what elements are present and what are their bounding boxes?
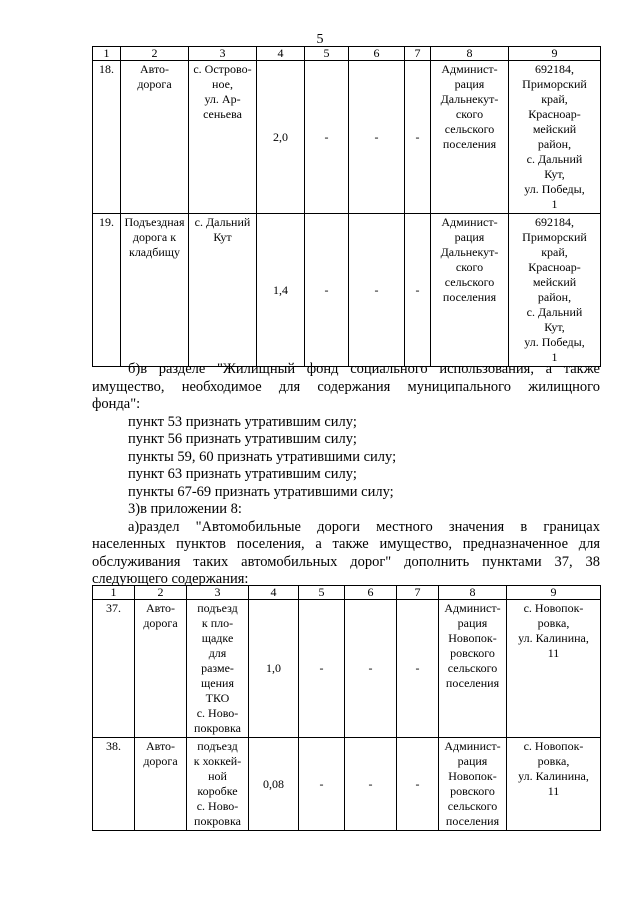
cell-col7: -	[405, 214, 431, 367]
cell-text-line: кладбищу	[128, 245, 181, 259]
cell-text-line: 1	[551, 350, 558, 364]
cell-text-line: ной	[208, 769, 227, 783]
amendment-text	[92, 361, 600, 589]
cell-text-line: подъезд	[197, 601, 238, 615]
cell-text-line: Подъездная	[124, 215, 185, 229]
cell-text-line: мейский	[532, 122, 577, 136]
cell-text-line: дорога к	[132, 230, 177, 244]
cell-col6: -	[349, 214, 405, 367]
cell-text-line: с. Новопок-	[523, 739, 584, 753]
cell-text-line: Приморский	[522, 77, 587, 91]
cell-row-number: 19.	[93, 214, 121, 367]
column-number: 3	[189, 47, 257, 61]
cell-object-name	[135, 738, 187, 831]
cell-text-line: Админист-	[444, 739, 501, 753]
cell-text-line: ул. Ар-	[204, 92, 241, 106]
cell-text-line: ТКО	[205, 691, 230, 705]
list-item: пункт 63 признать утратившим силу;	[128, 466, 357, 482]
list-item: пункт 53 признать утратившим силу;	[128, 413, 357, 430]
cell-object-name	[121, 61, 189, 214]
paragraph-line: населенных пунктов поселения, а также имущество, предназначенное для	[92, 536, 600, 552]
roads-table-1	[92, 46, 601, 367]
table-row	[93, 61, 601, 214]
list-item: пункт 56 признать утратившим силу;	[128, 431, 357, 447]
list-item: пункты 59, 60 признать утратившими силу;	[128, 448, 397, 465]
cell-col5: -	[305, 61, 349, 214]
cell-col7: -	[397, 738, 439, 831]
table-row	[93, 214, 601, 367]
cell-text-line: рация	[457, 616, 488, 630]
cell-text-line: ровка,	[537, 754, 570, 768]
table-header-row	[93, 586, 601, 600]
column-number: 2	[135, 586, 187, 600]
cell-text-line: Кут,	[544, 320, 565, 334]
cell-location	[187, 600, 249, 738]
cell-text-line: поселения	[445, 814, 500, 828]
cell-text-line: с. Дальний	[526, 152, 583, 166]
cell-text-line: Новопок-	[448, 769, 497, 783]
cell-text-line: покровка	[194, 721, 241, 735]
cell-text-line: к пло-	[201, 616, 234, 630]
list-item: пункты 67-69 признать утратившими силу;	[128, 483, 394, 500]
cell-text-line: с. Дальний	[526, 305, 583, 319]
cell-col6: -	[349, 61, 405, 214]
cell-text-line: с. Ново-	[196, 799, 239, 813]
cell-text-line: рация	[457, 754, 488, 768]
column-number: 4	[257, 47, 305, 61]
cell-col6: -	[345, 600, 397, 738]
cell-text-line: рация	[454, 77, 485, 91]
cell-text-line: Дальнекут-	[440, 245, 499, 259]
cell-text-line: ского	[455, 260, 484, 274]
cell-address	[507, 738, 601, 831]
column-number: 7	[397, 586, 439, 600]
cell-text-line: Админист-	[444, 601, 501, 615]
paragraph-line: фонда":	[92, 396, 141, 412]
column-number: 1	[93, 47, 121, 61]
paragraph-line: следующего содержания:	[92, 571, 249, 587]
cell-text-line: Авто-	[145, 601, 176, 615]
cell-length: 1,0	[249, 600, 299, 738]
cell-text-line: Авто-	[139, 62, 170, 76]
paragraph-line: а)раздел "Автомобильные дороги местного значения в границах	[128, 518, 600, 535]
column-number: 3	[187, 586, 249, 600]
table-header-row	[93, 47, 601, 61]
cell-text-line: сельского	[444, 122, 495, 136]
cell-text-line: район,	[537, 137, 572, 151]
column-number: 5	[305, 47, 349, 61]
cell-text-line: Авто-	[145, 739, 176, 753]
column-number: 8	[431, 47, 509, 61]
cell-text-line: коробке	[197, 784, 238, 798]
cell-text-line: ул. Победы,	[524, 182, 585, 196]
cell-text-line: район,	[537, 290, 572, 304]
cell-text-line: Красноар-	[528, 260, 581, 274]
cell-text-line: Приморский	[522, 230, 587, 244]
cell-text-line: с. Дальний	[194, 215, 251, 229]
column-number: 4	[249, 586, 299, 600]
cell-location	[187, 738, 249, 831]
cell-col7: -	[405, 61, 431, 214]
cell-text-line: дорога	[143, 616, 178, 630]
cell-col6: -	[345, 738, 397, 831]
cell-text-line: сельского	[447, 799, 498, 813]
cell-text-line: к хоккей-	[193, 754, 242, 768]
cell-col5: -	[299, 738, 345, 831]
cell-text-line: поселения	[442, 137, 497, 151]
cell-holder	[439, 738, 507, 831]
column-number: 8	[439, 586, 507, 600]
column-number: 6	[345, 586, 397, 600]
cell-holder	[431, 61, 509, 214]
cell-text-line: 1	[551, 197, 558, 211]
cell-text-line: ровского	[450, 646, 495, 660]
column-number: 1	[93, 586, 135, 600]
cell-length: 2,0	[257, 61, 305, 214]
paragraph-line: обслуживания таких автомобильных дорог" дополнить пунктами 37, 38	[92, 553, 600, 570]
cell-text-line: край,	[541, 245, 568, 259]
cell-text-line: 11	[547, 784, 560, 798]
column-number: 9	[509, 47, 601, 61]
cell-text-line: с. Новопок-	[523, 601, 584, 615]
cell-text-line: Красноар-	[528, 107, 581, 121]
paragraph-line: имущество, необходимое для содержания муниципального жилищного	[92, 378, 600, 395]
cell-text-line: подъезд	[197, 739, 238, 753]
cell-text-line: ского	[455, 107, 484, 121]
cell-row-number: 37.	[93, 600, 135, 738]
cell-text-line: сельского	[444, 275, 495, 289]
cell-row-number: 38.	[93, 738, 135, 831]
cell-text-line: поселения	[442, 290, 497, 304]
cell-address	[507, 600, 601, 738]
cell-text-line: для	[208, 646, 227, 660]
cell-object-name	[121, 214, 189, 367]
cell-text-line: Кут,	[544, 167, 565, 181]
cell-length: 0,08	[249, 738, 299, 831]
cell-text-line: дорога	[143, 754, 178, 768]
cell-text-line: ул. Калинина,	[518, 631, 589, 645]
cell-holder	[431, 214, 509, 367]
roads-table-2	[92, 585, 601, 831]
cell-text-line: мейский	[532, 275, 577, 289]
page-number: 5	[316, 32, 324, 47]
cell-text-line: Дальнекут-	[440, 92, 499, 106]
cell-text-line: Админист-	[441, 62, 498, 76]
paragraph-line: б)в разделе "Жилищный фонд социального использования, а также	[128, 361, 600, 377]
table-row	[93, 738, 601, 831]
cell-row-number: 18.	[93, 61, 121, 214]
cell-text-line: щадке	[201, 631, 234, 645]
cell-text-line: 692184,	[535, 215, 574, 229]
cell-text-line: с. Острово-	[193, 62, 252, 76]
cell-text-line: поселения	[445, 676, 500, 690]
cell-text-line: ул. Победы,	[524, 335, 585, 349]
cell-text-line: дорога	[137, 77, 172, 91]
cell-col5: -	[299, 600, 345, 738]
cell-text-line: 11	[547, 646, 560, 660]
column-number: 6	[349, 47, 405, 61]
cell-text-line: Админист-	[441, 215, 498, 229]
cell-address	[509, 61, 601, 214]
cell-text-line: покровка	[194, 814, 241, 828]
cell-text-line: сеньева	[203, 107, 242, 121]
cell-text-line: ровка,	[537, 616, 570, 630]
cell-text-line: разме-	[201, 661, 234, 675]
cell-object-name	[135, 600, 187, 738]
cell-col7: -	[397, 600, 439, 738]
table-row	[93, 600, 601, 738]
column-number: 2	[121, 47, 189, 61]
cell-text-line: рация	[454, 230, 485, 244]
column-number: 7	[405, 47, 431, 61]
list-item: 3)в приложении 8:	[128, 501, 242, 517]
cell-col5: -	[305, 214, 349, 367]
cell-location	[189, 61, 257, 214]
cell-text-line: 692184,	[535, 62, 574, 76]
cell-address	[509, 214, 601, 367]
cell-text-line: ровского	[450, 784, 495, 798]
cell-location	[189, 214, 257, 367]
column-number: 5	[299, 586, 345, 600]
cell-text-line: ул. Калинина,	[518, 769, 589, 783]
cell-text-line: щения	[201, 676, 234, 690]
cell-length: 1,4	[257, 214, 305, 367]
cell-text-line: Кут	[213, 230, 232, 244]
cell-text-line: край,	[541, 92, 568, 106]
cell-text-line: ное,	[212, 77, 233, 91]
cell-text-line: сельского	[447, 661, 498, 675]
cell-holder	[439, 600, 507, 738]
cell-text-line: с. Ново-	[196, 706, 239, 720]
cell-text-line: Новопок-	[448, 631, 497, 645]
column-number: 9	[507, 586, 601, 600]
